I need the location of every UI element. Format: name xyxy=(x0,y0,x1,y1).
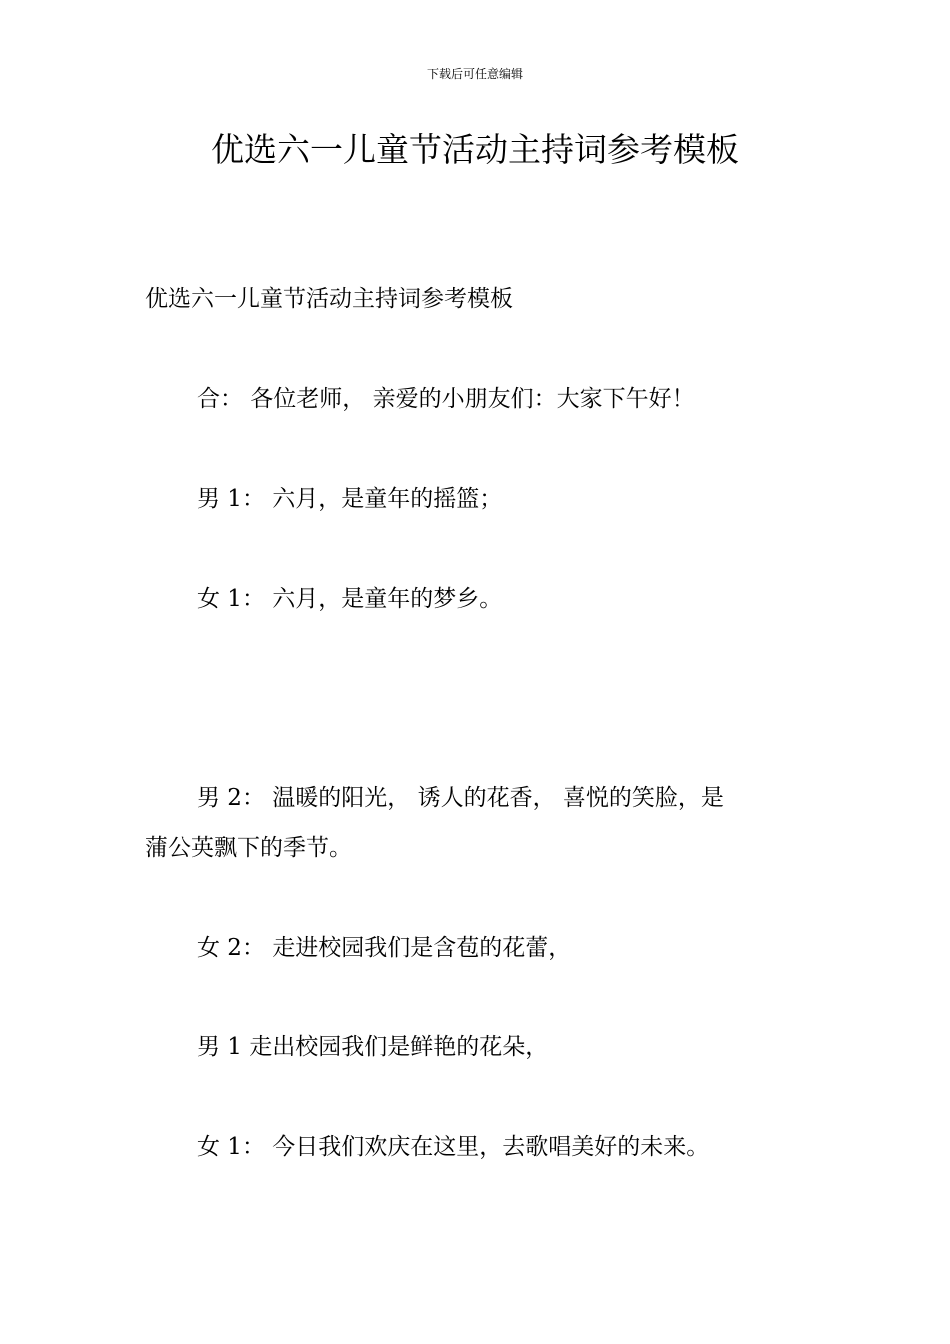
paragraph-female1-line1: 女 1： 六月，是童年的梦乡。 xyxy=(197,586,503,612)
document-subtitle: 优选六一儿童节活动主持词参考模板 xyxy=(145,286,513,312)
header-note: 下载后可任意编辑 xyxy=(426,67,523,81)
paragraph-male1-line2: 男 1 走出校园我们是鲜艳的花朵， xyxy=(197,1034,549,1060)
paragraph-male1-line1: 男 1： 六月，是童年的摇篮； xyxy=(197,486,503,512)
paragraph-male2: 男 2： 温暖的阳光， 诱人的花香， 喜悦的笑脸，是 xyxy=(197,785,724,811)
paragraph-male2-continuation: 蒲公英飘下的季节。 xyxy=(145,835,352,861)
paragraph-female1-line2: 女 1： 今日我们欢庆在这里，去歌唱美好的未来。 xyxy=(197,1134,710,1160)
document-title: 优选六一儿童节活动主持词参考模板 xyxy=(211,130,739,169)
paragraph-female2: 女 2： 走进校园我们是含苞的花蕾， xyxy=(197,935,572,961)
paragraph-greeting: 合： 各位老师， 亲爱的小朋友们：大家下午好！ xyxy=(197,386,695,412)
